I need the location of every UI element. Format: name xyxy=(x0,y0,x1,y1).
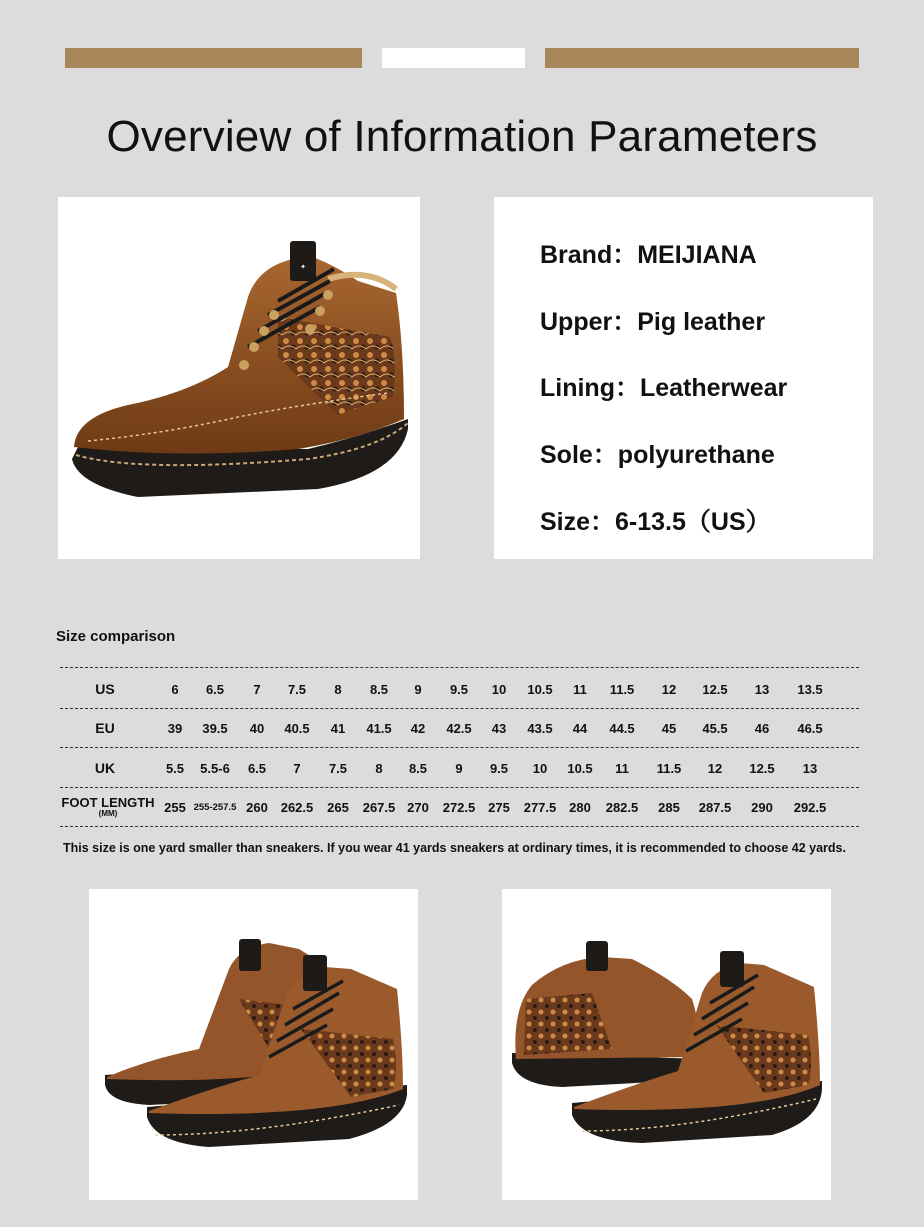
spec-lining: Lining：Leatherwear xyxy=(540,374,788,402)
size-cell: 44.5 xyxy=(609,720,635,736)
size-cell: 8.5 xyxy=(408,760,428,776)
size-cell: 9.5 xyxy=(489,760,509,776)
table-divider xyxy=(60,747,859,748)
size-cell: 12 xyxy=(707,760,723,776)
size-cell: 10.5 xyxy=(567,760,593,776)
foot-length-cell: 270 xyxy=(407,799,429,815)
size-cell: 41.5 xyxy=(366,720,392,736)
spec-size: Size：6-13.5（US） xyxy=(540,508,771,536)
foot-length-cell: 285 xyxy=(658,799,680,815)
size-cell: 10.5 xyxy=(527,681,553,697)
size-cell: 6 xyxy=(171,681,179,697)
size-cell: 8.5 xyxy=(369,681,389,697)
row-label: UK xyxy=(94,760,116,776)
row-label xyxy=(60,788,156,826)
size-cell: 46.5 xyxy=(797,720,823,736)
size-cell: 5.5-6 xyxy=(200,760,230,776)
size-cell: 40.5 xyxy=(284,720,310,736)
size-cell: 13 xyxy=(754,681,770,697)
size-cell: 39.5 xyxy=(202,720,228,736)
size-cell: 7.5 xyxy=(287,681,307,697)
size-note: This size is one yard smaller than sneakers. If you wear 41 yards sneakers at ordinary times, it is recommended to choose 42 yards. xyxy=(63,841,846,855)
size-cell: 41 xyxy=(330,720,346,736)
size-cell: 43 xyxy=(491,720,507,736)
size-cell: 40 xyxy=(249,720,265,736)
size-cell: 9 xyxy=(414,681,422,697)
size-cell: 39 xyxy=(167,720,183,736)
decor-bar-left xyxy=(65,48,362,68)
row-label: US xyxy=(95,681,115,697)
table-divider xyxy=(60,826,859,827)
table-divider xyxy=(60,667,859,668)
boot-pair-illustration xyxy=(89,889,418,1200)
specs-panel xyxy=(494,197,873,559)
foot-length-cell: 267.5 xyxy=(362,799,396,815)
size-row-eu xyxy=(60,709,860,747)
foot-length-cell: 290 xyxy=(751,799,773,815)
size-cell: 12.5 xyxy=(749,760,775,776)
foot-length-cell: 275 xyxy=(488,799,510,815)
foot-length-cell: 262.5 xyxy=(280,799,314,815)
foot-length-cell: 255 xyxy=(164,799,186,815)
foot-length-cell: 255-257.5 xyxy=(193,801,237,813)
size-cell: 12.5 xyxy=(702,681,728,697)
size-cell: 11.5 xyxy=(609,681,635,697)
size-cell: 8 xyxy=(375,760,383,776)
size-cell: 7 xyxy=(253,681,261,697)
size-cell: 6.5 xyxy=(205,681,225,697)
spec-sole: Sole：polyurethane xyxy=(540,441,775,469)
product-image-main xyxy=(58,197,420,559)
size-comparison-title: Size comparison xyxy=(56,628,176,645)
row-label: EU xyxy=(95,720,115,736)
spec-brand: Brand：MEIJIANA xyxy=(540,241,757,269)
product-image-pair-right xyxy=(502,889,831,1200)
size-row-uk xyxy=(60,749,860,787)
size-cell: 44 xyxy=(572,720,588,736)
foot-length-label: FOOT LENGTH xyxy=(61,794,155,810)
foot-length-cell: 277.5 xyxy=(523,799,557,815)
foot-length-cell: 272.5 xyxy=(442,799,476,815)
foot-length-cell: 282.5 xyxy=(605,799,639,815)
foot-length-unit: (MM) xyxy=(98,808,118,818)
size-cell: 5.5 xyxy=(165,760,185,776)
size-cell: 9 xyxy=(455,760,463,776)
size-cell: 9.5 xyxy=(449,681,469,697)
size-cell: 7.5 xyxy=(328,760,348,776)
size-row-us xyxy=(60,670,860,708)
size-cell: 11 xyxy=(573,681,587,697)
size-cell: 46 xyxy=(754,720,770,736)
decor-bar-right xyxy=(545,48,859,68)
size-cell: 42 xyxy=(410,720,426,736)
decor-bar-middle xyxy=(382,48,525,68)
size-cell: 11 xyxy=(615,760,629,776)
foot-length-cell: 287.5 xyxy=(698,799,732,815)
size-cell: 8 xyxy=(334,681,342,697)
spec-upper: Upper：Pig leather xyxy=(540,308,766,336)
svg-text:✦: ✦ xyxy=(300,264,306,271)
size-cell: 45.5 xyxy=(702,720,728,736)
size-cell: 43.5 xyxy=(527,720,553,736)
size-cell: 10 xyxy=(491,681,507,697)
size-cell: 6.5 xyxy=(247,760,267,776)
size-cell: 45 xyxy=(661,720,677,736)
size-row-foot-length xyxy=(60,788,860,826)
size-cell: 12 xyxy=(661,681,677,697)
foot-length-cell: 292.5 xyxy=(793,799,827,815)
size-cell: 13.5 xyxy=(797,681,823,697)
foot-length-cell: 260 xyxy=(246,799,268,815)
boot-pair-illustration xyxy=(502,889,831,1200)
foot-length-cell: 280 xyxy=(569,799,591,815)
size-cell: 13 xyxy=(802,760,818,776)
size-cell: 7 xyxy=(293,760,301,776)
size-cell: 11.5 xyxy=(656,760,682,776)
product-image-pair-left xyxy=(89,889,418,1200)
size-cell: 10 xyxy=(532,760,548,776)
page-title: Overview of Information Parameters xyxy=(106,112,818,161)
size-cell: 42.5 xyxy=(446,720,472,736)
foot-length-cell: 265 xyxy=(327,799,349,815)
boot-illustration xyxy=(58,197,420,559)
